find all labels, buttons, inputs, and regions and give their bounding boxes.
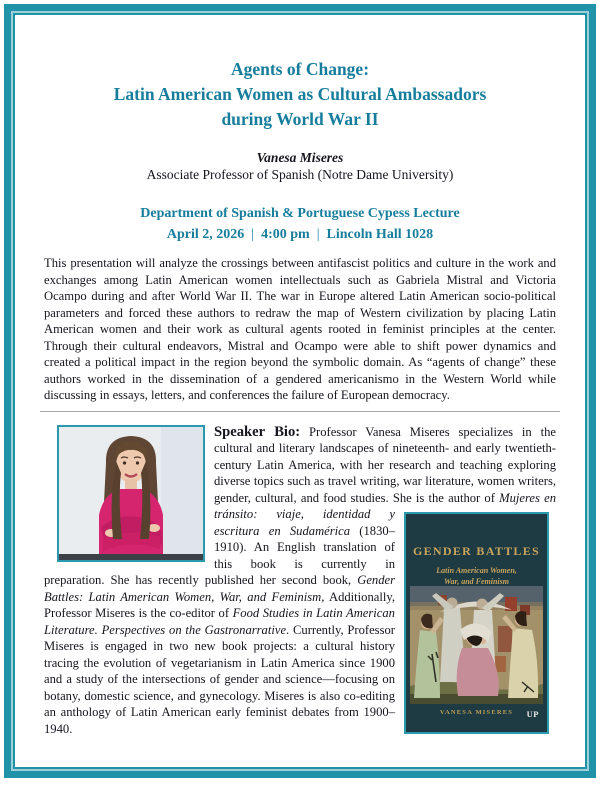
book-title: GENDER BATTLES <box>412 543 540 558</box>
publisher-mark: UP <box>526 709 539 719</box>
speaker-name: Vanesa Miseres <box>256 150 344 165</box>
bio-text-segment: (1830–1910). An English translation of this book is currently in preparation. She has recently published her second book, <box>44 523 395 587</box>
book-subtitle-line-1: Latin American Women, <box>436 566 517 575</box>
bio-text-segment: Food Studies in Latin American Literature. Perspectives on the Gastronarrative <box>44 606 395 637</box>
lecture-time: 4:00 pm <box>261 227 310 242</box>
bio-label: Speaker Bio: <box>214 423 301 440</box>
title-line-1: Agents of Change: <box>230 59 370 79</box>
section-divider <box>40 411 560 412</box>
speaker-portrait-illustration <box>59 427 203 560</box>
lecture-date: April 2, 2026 <box>166 227 245 242</box>
bio-text-segment: Professor Vanesa Miseres specializes in the cultural and literary landscapes of nineteenth- and early twentieth-century Latin America, with her research and teaching exploring diverse topics such as travel writing, war literature, women writers, gender, cultural, and food studies. She is the author of <box>214 424 556 505</box>
flyer-content <box>44 0 556 737</box>
page-title <box>44 57 556 132</box>
bio-text-segment: Mujeres en tránsito: viaje, identidad y escritura en Sudamérica <box>214 490 556 538</box>
title-line-2: Latin American Women as Cultural Ambassadors <box>113 84 487 104</box>
mural-painting-illustration <box>410 586 543 704</box>
book-cover-art <box>410 586 543 704</box>
speaker-bio-section <box>44 424 556 738</box>
speaker-photo <box>57 425 205 562</box>
bio-text-segment: . Currently, Professor Miseres is engaged in two new book projects: a cultural history tracing the evolution of vegetarianism in Latin America since 1900 and a study of the intersections of gender and science—focusing on botany, domestic science, and gynecology. Miseres is also co-editing an anthology of Latin American early feminist debates from 1900–1940. <box>44 622 395 736</box>
lecture-series-title: Department of Spanish & Portuguese Cypess Lecture <box>140 206 460 221</box>
book-cover <box>404 512 549 734</box>
separator-pipe: | <box>251 227 255 242</box>
lecture-location: Lincoln Hall 1028 <box>326 227 434 242</box>
lecture-date-line <box>44 224 556 245</box>
title-line-3: during World War II <box>221 109 379 129</box>
speaker-affiliation: Associate Professor of Spanish (Notre Dame University) <box>146 167 454 182</box>
book-subtitle-line-2: War, and Feminism <box>444 576 509 586</box>
book-subtitle <box>406 566 547 587</box>
separator-pipe: | <box>316 227 320 242</box>
abstract-paragraph: This presentation will analyze the crossings between antifascist politics and culture in the work and exchanges among Latin American women intellectuals such as Gabriela Mistral and Victoria Ocampo during and after World War II. The war in Europe altered Latin American socio-political parameters and forced these authors to redraw the map of Western civilization by placing Latin American women and their work as cultural agents rooted in feminist principles at the center. Through their cultural endeavors, Mistral and Ocampo were able to shift power dynamics and created a political impact in the region beyond the symbolic domain. As “agents of change” these authors worked in the dissemination of a gendered americanismo in the Western World while discussing in essays, letters, and conferences the failure of European democracy. <box>44 256 556 402</box>
bio-text-segment: , Additionally, Professor Miseres is the co-editor of <box>44 589 395 620</box>
bio-text-segment: Gender Battles: Latin American Women, War, and Feminism <box>44 573 395 604</box>
book-author: VANESA MISERES <box>439 709 514 716</box>
